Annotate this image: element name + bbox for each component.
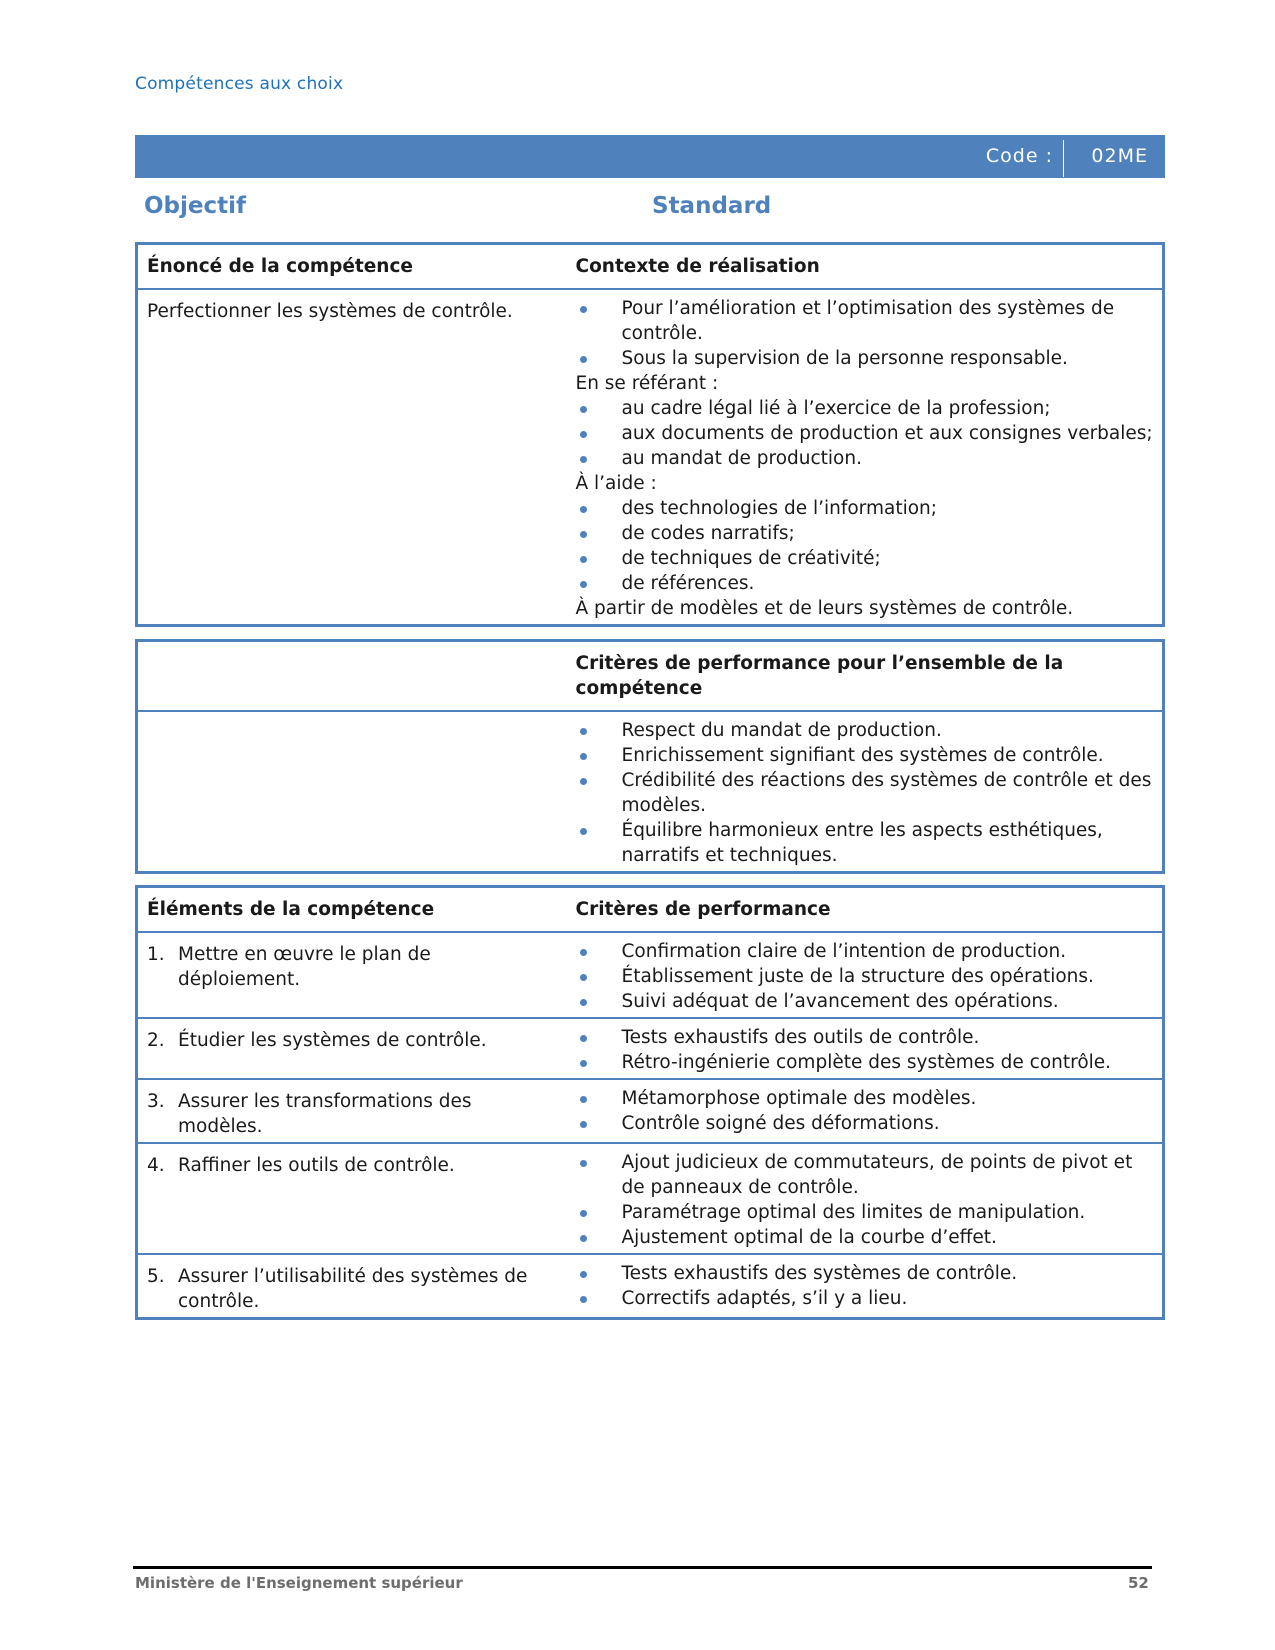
table-row xyxy=(137,1254,1164,1319)
context-label: À partir de modèles et de leurs systèmes de contrôle. xyxy=(575,598,1074,619)
context-label: À l’aide : xyxy=(575,473,657,494)
context-label: En se référant : xyxy=(575,373,719,394)
standard-heading: Standard xyxy=(652,193,772,219)
element-number: 2. xyxy=(147,1030,165,1051)
criterion-item: Rétro-ingénierie complète des systèmes de contrôle. xyxy=(576,1050,1154,1075)
context-item: au cadre légal lié à l’exercice de la profession; xyxy=(576,396,1154,421)
overall-criteria-table xyxy=(135,639,1165,874)
criterion-item: Contrôle soigné des déformations. xyxy=(576,1111,1154,1136)
context-item: de techniques de créativité; xyxy=(576,546,1154,571)
element-text: Étudier les systèmes de contrôle. xyxy=(178,1030,487,1051)
criterion-item: Crédibilité des réactions des systèmes de contrôle et des modèles. xyxy=(576,768,1154,818)
table-row xyxy=(137,1079,1164,1143)
objective-heading: Objectif xyxy=(144,193,247,219)
criterion-item: Confirmation claire de l’intention de production. xyxy=(576,939,1154,964)
table-row xyxy=(137,1143,1164,1254)
overall-criteria-header: Critères de performance pour l’ensemble de la compétence xyxy=(575,653,1064,699)
context-list xyxy=(567,289,1164,626)
empty-cell xyxy=(137,711,567,873)
element-number: 4. xyxy=(147,1155,165,1176)
criterion-item: Paramétrage optimal des limites de manipulation. xyxy=(576,1200,1154,1225)
code-value: 02ME xyxy=(1091,145,1148,167)
empty-header xyxy=(137,641,567,712)
element-number: 3. xyxy=(147,1091,165,1112)
criterion-item: Tests exhaustifs des outils de contrôle. xyxy=(576,1025,1154,1050)
competence-statement: Perfectionner les systèmes de contrôle. xyxy=(137,289,567,626)
context-item: aux documents de production et aux consignes verbales; xyxy=(576,421,1154,446)
page-number: 52 xyxy=(1128,1574,1149,1592)
context-item: des technologies de l’information; xyxy=(576,496,1154,521)
context-item: Pour l’amélioration et l’optimisation des systèmes de contrôle. xyxy=(576,296,1154,346)
elements-header: Éléments de la compétence xyxy=(147,899,435,920)
criterion-item: Tests exhaustifs des systèmes de contrôle. xyxy=(576,1261,1154,1286)
context-bullets xyxy=(576,396,1154,471)
context-bullets xyxy=(576,496,1154,596)
criterion-item: Respect du mandat de production. xyxy=(576,718,1154,743)
criterion-item: Ajustement optimal de la courbe d’effet. xyxy=(576,1225,1154,1250)
criterion-item: Suivi adéquat de l’avancement des opérations. xyxy=(576,989,1154,1014)
footer-divider xyxy=(133,1566,1152,1569)
criterion-item: Correctifs adaptés, s’il y a lieu. xyxy=(576,1286,1154,1311)
elements-table xyxy=(135,885,1165,1320)
criterion-item: Équilibre harmonieux entre les aspects esthétiques, narratifs et techniques. xyxy=(576,818,1154,868)
element-number: 1. xyxy=(147,944,165,965)
footer-publisher: Ministère de l'Enseignement supérieur xyxy=(135,1574,463,1592)
context-item: au mandat de production. xyxy=(576,446,1154,471)
context-item: de codes narratifs; xyxy=(576,521,1154,546)
table-row xyxy=(137,932,1164,1018)
element-text: Mettre en œuvre le plan de déploiement. xyxy=(178,944,431,990)
criterion-item: Établissement juste de la structure des opérations. xyxy=(576,964,1154,989)
competence-statement-table xyxy=(135,242,1165,627)
table-row xyxy=(137,1018,1164,1079)
overall-criteria-cell xyxy=(567,711,1164,873)
element-text: Raffiner les outils de contrôle. xyxy=(178,1155,455,1176)
element-text: Assurer les transformations des modèles. xyxy=(178,1091,472,1137)
criterion-item: Ajout judicieux de commutateurs, de points de pivot et de panneaux de contrôle. xyxy=(576,1150,1154,1200)
code-label: Code : xyxy=(986,140,1064,177)
running-header: Compétences aux choix xyxy=(135,74,344,94)
context-header: Contexte de réalisation xyxy=(575,256,820,277)
element-number: 5. xyxy=(147,1266,165,1287)
statement-header: Énoncé de la compétence xyxy=(147,256,413,277)
element-text: Assurer l’utilisabilité des systèmes de contrôle. xyxy=(178,1266,528,1312)
context-bullets xyxy=(576,296,1154,371)
criterion-item: Métamorphose optimale des modèles. xyxy=(576,1086,1154,1111)
code-bar xyxy=(135,135,1165,178)
context-item: Sous la supervision de la personne responsable. xyxy=(576,346,1154,371)
context-item: de références. xyxy=(576,571,1154,596)
criteria-header: Critères de performance xyxy=(575,899,831,920)
criterion-item: Enrichissement signifiant des systèmes de contrôle. xyxy=(576,743,1154,768)
